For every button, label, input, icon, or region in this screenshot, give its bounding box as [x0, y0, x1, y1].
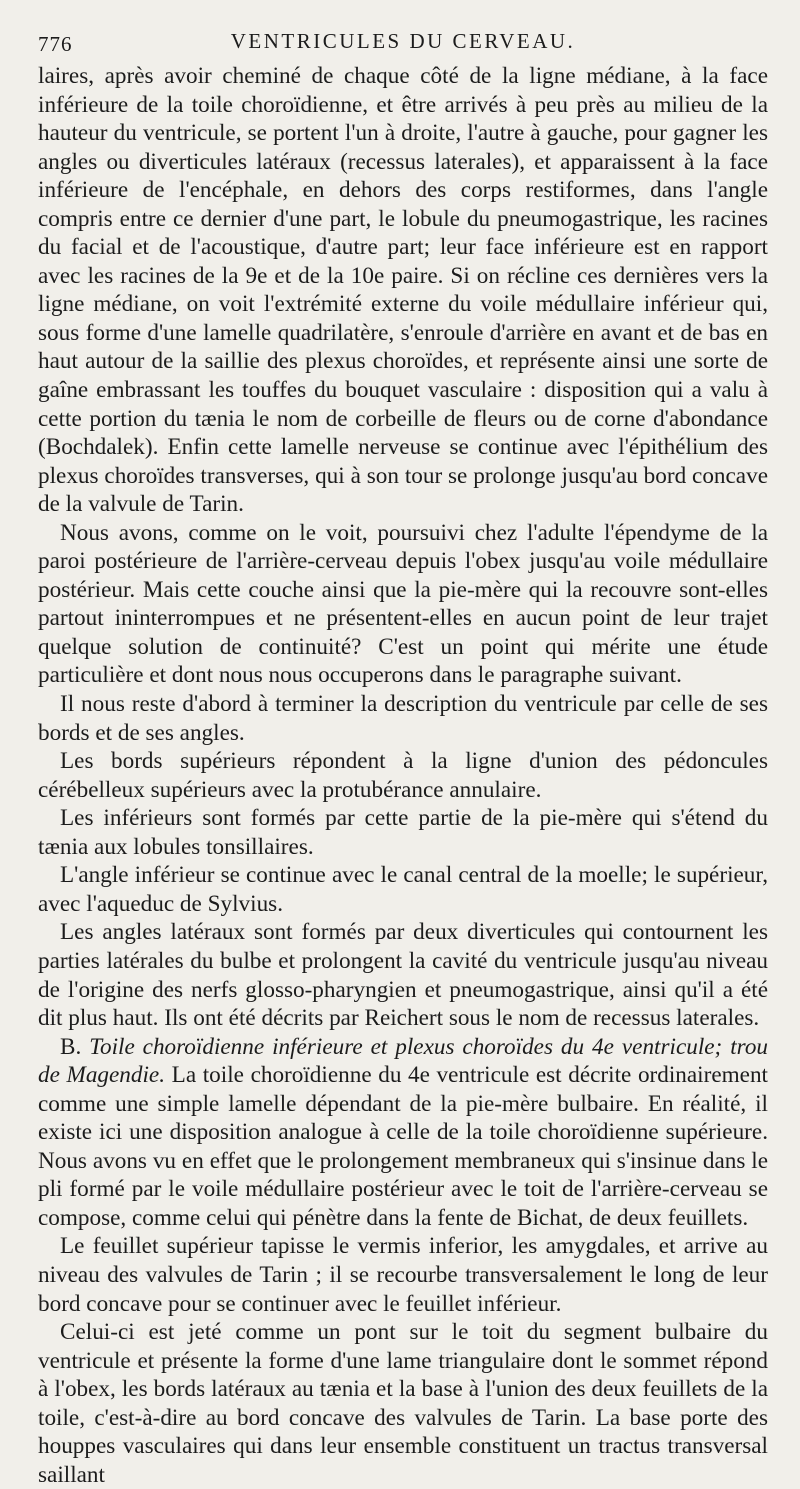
running-title: VENTRICULES DU CERVEAU.: [230, 29, 576, 53]
section-text: La toile choroïdienne du 4e ventricule est décrite ordinairement comme une simple lamelle dépendant de la pie-mère bulbaire. En réalité, il existe ici une disposition analogue à celle de la toile choroïdienne supérieure. Nous avons vu en effet que le prolongement membraneux qui s'insinue dans le pli formé par le voile médullaire postérieur avec le toit de l'arrière-cerveau se compose, comme celui qui pénètre dans la fente de Bichat, de deux feuillets.: [38, 1062, 768, 1231]
paragraph: Le feuillet supérieur tapisse le vermis inferior, les amygdales, et arrive au niveau des valvules de Tarin ; il se recourbe transversalement le long de leur bord concave pour se continuer avec le feuillet inférieur.: [38, 1233, 768, 1317]
section-paragraph: [38, 1033, 768, 1233]
section-heading: Toile choroïdienne inférieure et plexus choroïdes du 4e ventricule; trou de Magendie.: [38, 1033, 769, 1089]
paragraph: Les angles latéraux sont formés par deux diverticules qui contournent les parties latérales du bulbe et prolongent la cavité du ventricule jusqu'au niveau de l'origine des nerfs glosso-pharyngien et pneumogastrique, ainsi qu'il a été dit plus haut. Ils ont été décrits par Reichert sous le nom de recessus laterales.: [38, 919, 768, 1032]
page-number: 776: [38, 32, 73, 56]
paragraph: Les inférieurs sont formés par cette partie de la pie-mère qui s'étend du tænia aux lobules tonsillaires.: [38, 805, 768, 860]
paragraph: Celui-ci est jeté comme un pont sur le toit du segment bulbaire du ventricule et présente la forme d'une lame triangulaire dont le sommet répond à l'obex, les bords latéraux au tænia et la base à l'union des deux feuillets de la toile, c'est-à-dire au bord concave des valvules de Tarin. La base porte des houppes vasculaires qui dans leur ensemble constituent un tractus transversal saillant: [38, 1319, 768, 1488]
paragraph-continuation: laires, après avoir cheminé de chaque côté de la ligne médiane, à la face inférieure de la toile choroïdienne, et être arrivés à peu près au milieu de la hauteur du ventricule, se portent l'un à droite, l'autre à gauche, pour gagner les angles ou diverticules latéraux (recessus laterales), et apparaissent à la face inférieure de l'encéphale, en dehors des corps restiformes, dans l'angle compris entre ce dernier d'une part, le lobule du pneumogastrique, les racines du facial et de l'acoustique, d'autre part; leur face inférieure est en rapport avec les racines de la 9e et de la 10e paire. Si on récline ces dernières vers la ligne médiane, on voit l'extrémité externe du voile médullaire inférieur qui, sous forme d'une lamelle quadrilatère, s'enroule d'arrière en avant et de bas en haut autour de la saillie des plexus choroïdes, et représente ainsi une sorte de gaîne embrassant les touffes du bouquet vasculaire : disposition qui a valu à cette portion du tænia le nom de corbeille de fleurs ou de corne d'abondance (Bochdalek). Enfin cette lamelle nerveuse se continue avec l'épithélium des plexus choroïdes transverses, qui à son tour se prolonge jusqu'au bord concave de la valvule de Tarin.: [38, 63, 768, 518]
paragraph: L'angle inférieur se continue avec le canal central de la moelle; le supérieur, avec l'aqueduc de Sylvius.: [38, 862, 768, 917]
page-header: [38, 26, 768, 60]
page-body: [38, 62, 768, 1489]
paragraph: Il nous reste d'abord à terminer la description du ventricule par celle de ses bords et de ses angles.: [38, 691, 768, 746]
paragraph: Nous avons, comme on le voit, poursuivi chez l'adulte l'épendyme de la paroi postérieure de l'arrière-cerveau depuis l'obex jusqu'au voile médullaire postérieur. Mais cette couche ainsi que la pie-mère qui la recouvre sont-elles partout ininterrompues et ne présentent-elles en aucun point de leur trajet quelque solution de continuité? C'est un point qui mérite une étude particulière et dont nous nous occuperons dans le paragraphe suivant.: [38, 519, 768, 689]
section-label: B.: [60, 1033, 82, 1060]
paragraph: Les bords supérieurs répondent à la ligne d'union des pédoncules cérébelleux supérieurs avec la protubérance annulaire.: [38, 748, 768, 803]
